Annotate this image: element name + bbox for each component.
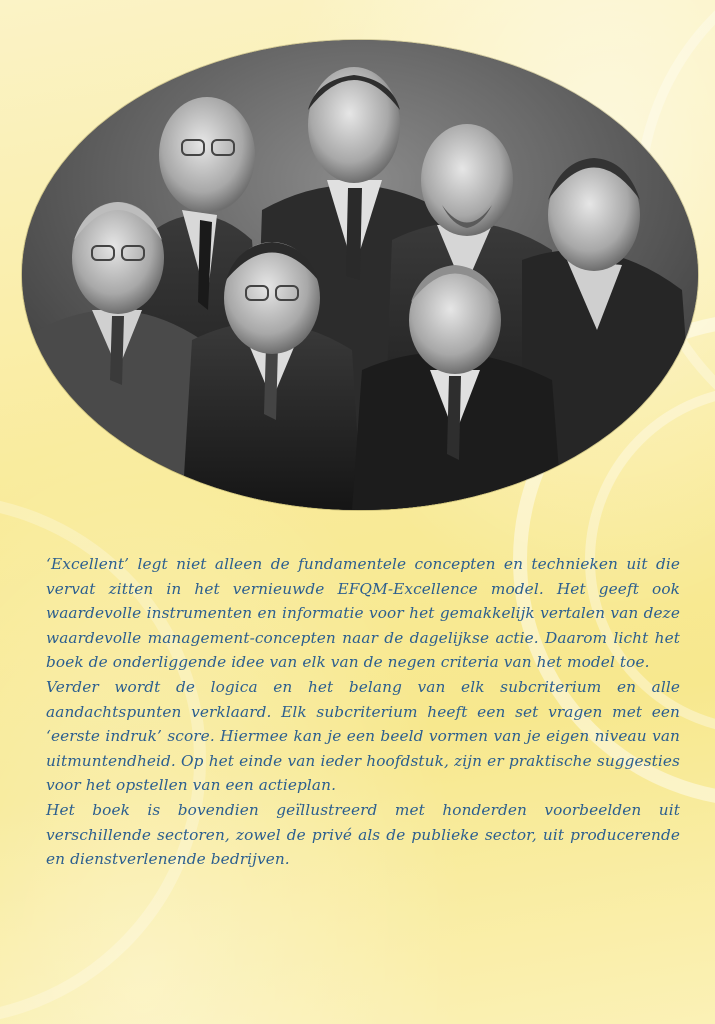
group-portrait-illustration	[22, 40, 698, 510]
description-paragraph: ‘Excellent’ legt niet alleen de fundamentele concepten en technieken uit die vervat zitten in het vernieuwde EFQM-Excellence model. Het geeft ook waardevolle instrumenten en informatie voor het gemakkelijk vertalen van deze waardevolle management-concepten naar de dagelijkse actie. Daarom licht het boek de onderliggende idee van elk van de negen criteria van het model toe.	[46, 555, 680, 672]
description-paragraph: Verder wordt de logica en het belang van elk subcriterium en alle aandachtspunten verklaard. Elk subcriterium heeft een set vragen met een ‘eerste indruk’ score. Hiermee kan je een beeld vormen van je eigen niveau van uitmuntendheid. Op het einde van ieder hoofdstuk, zijn er praktische suggesties voor het opstellen van een actieplan.	[46, 677, 680, 795]
book-description-text	[46, 552, 680, 872]
group-portrait-photo	[22, 40, 698, 510]
description-paragraph: Het boek is bovendien geïllustreerd met honderden voorbeelden uit verschillende sectoren, zowel de privé als de publieke sector, uit producerende en dienstverlenende bedrijven.	[46, 800, 680, 869]
